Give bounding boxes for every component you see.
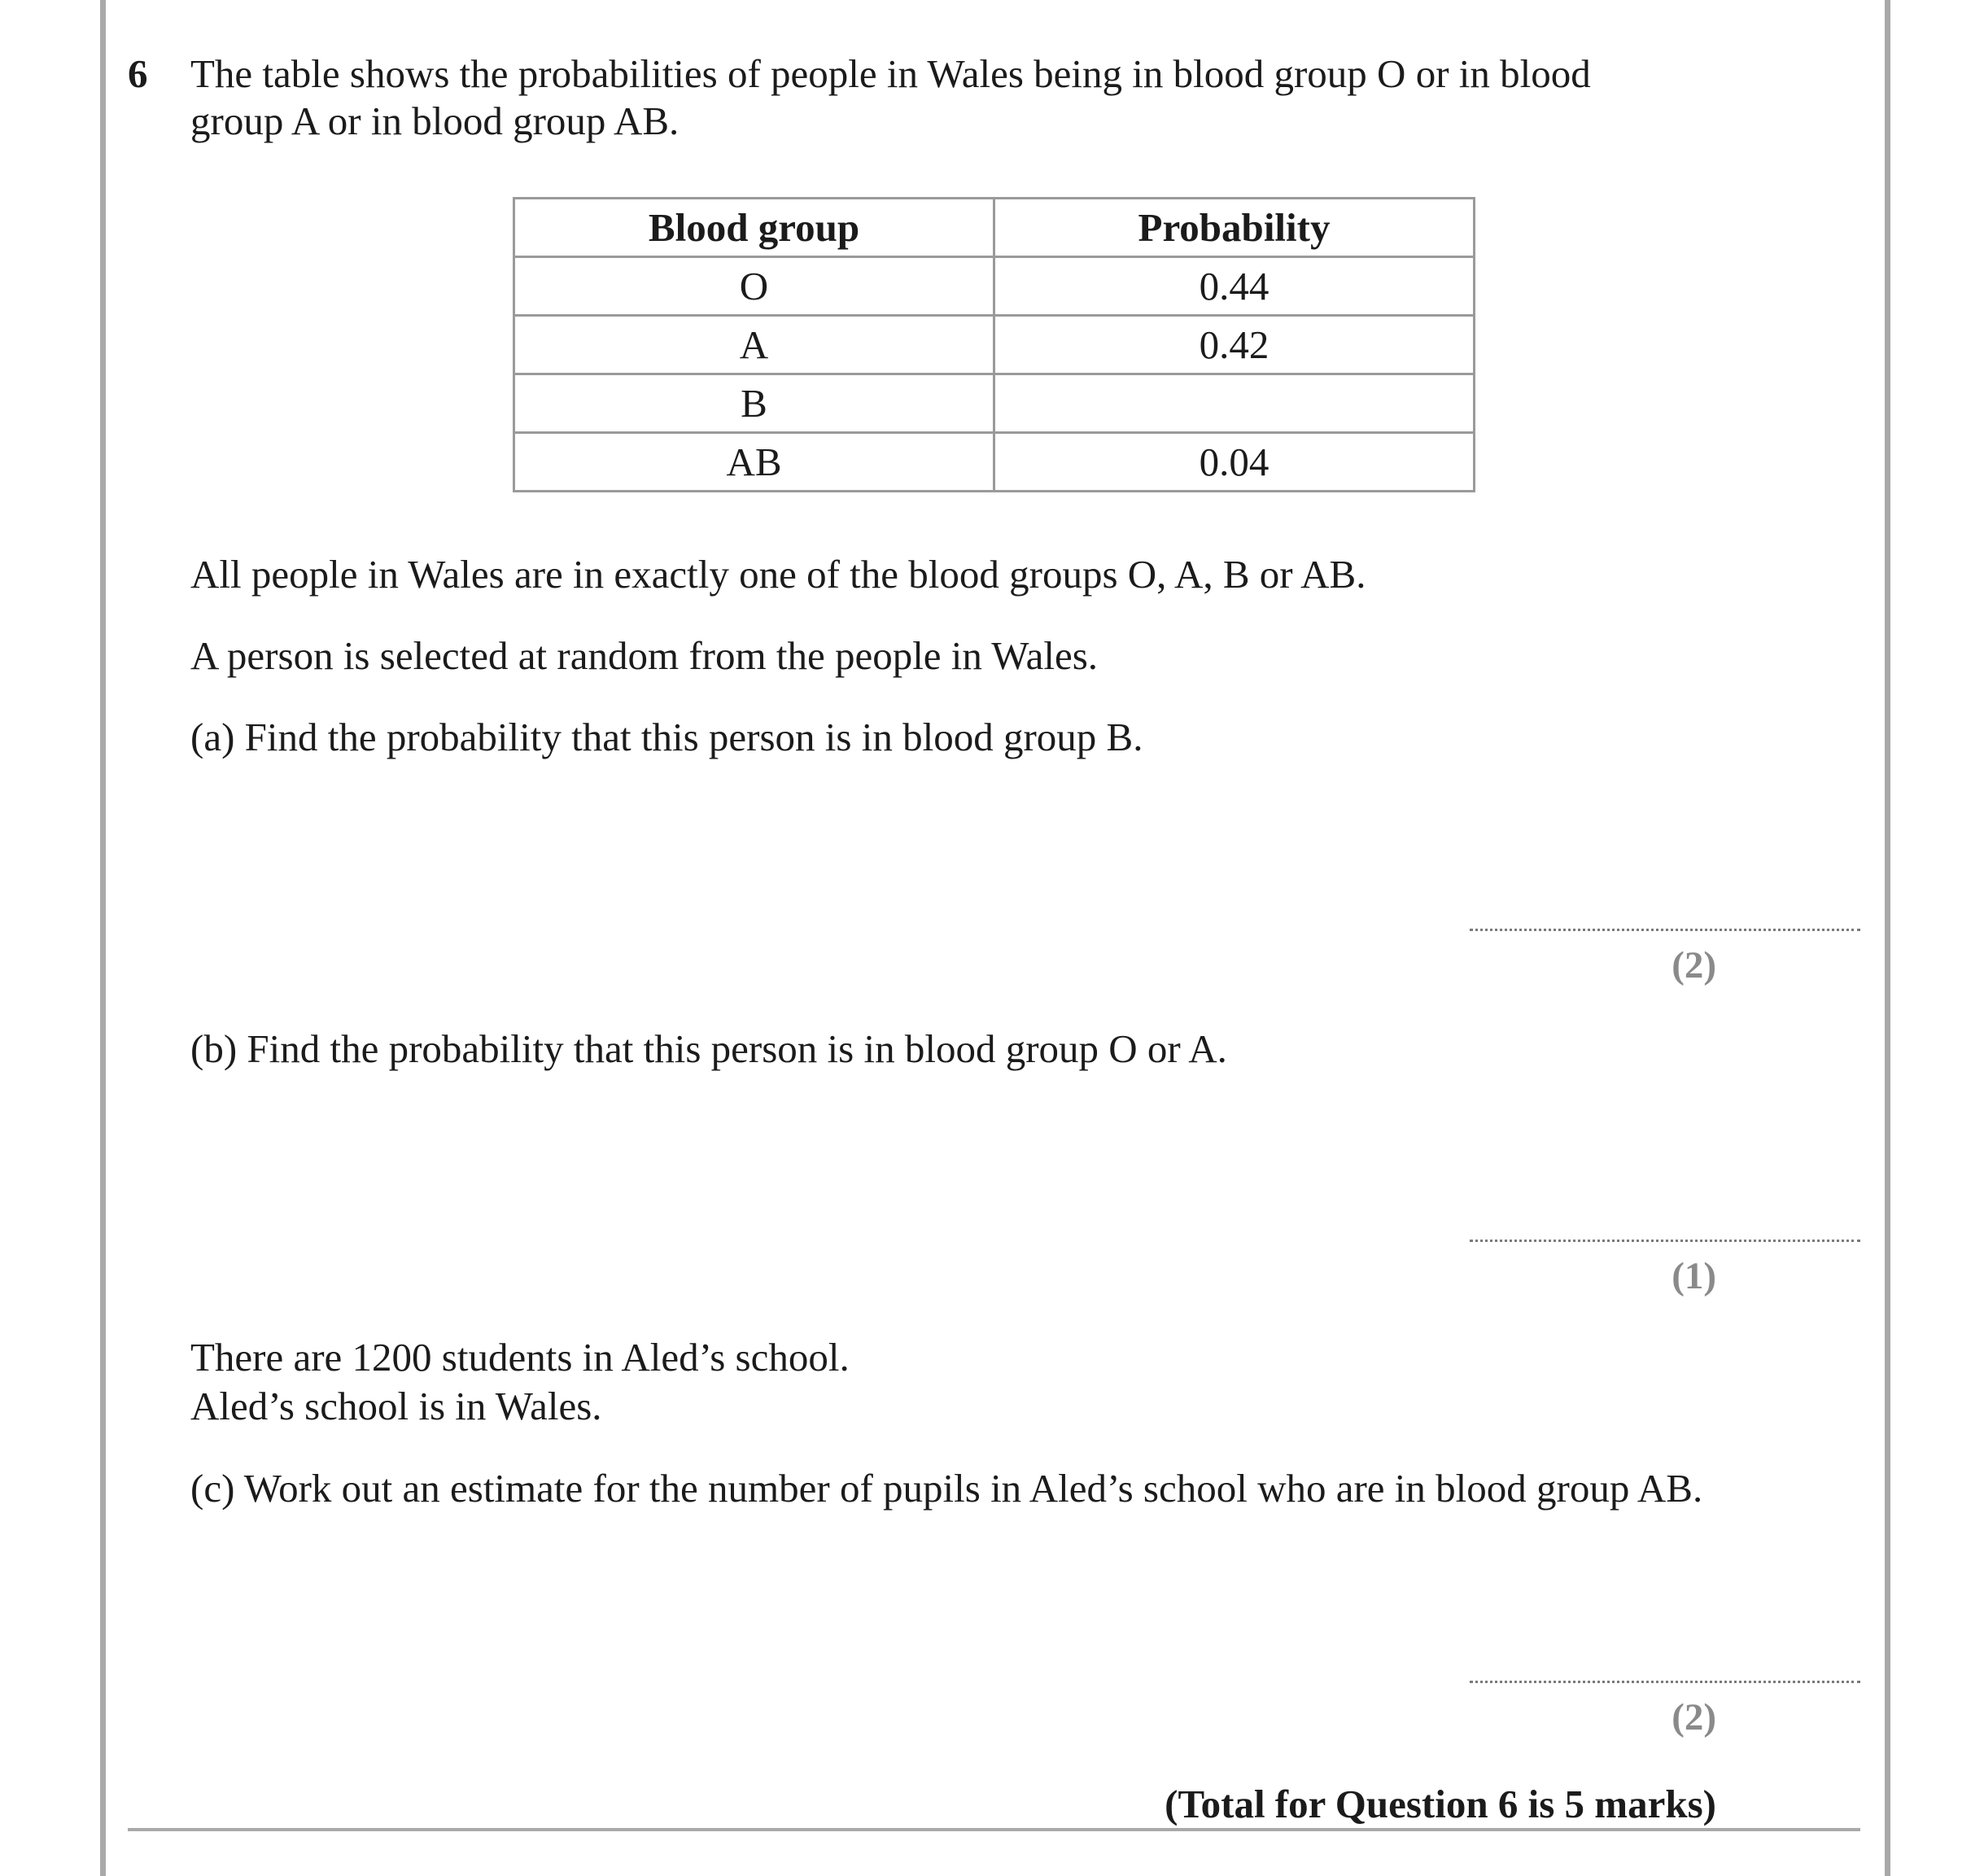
- table-row: [514, 257, 1475, 316]
- cell-probability: 0.42: [994, 316, 1475, 374]
- table-header-row: [514, 199, 1475, 257]
- statement-selected: A person is selected at random from the people in Wales.: [190, 633, 1099, 678]
- blood-group-table: [513, 197, 1475, 492]
- question-number: 6: [128, 51, 148, 96]
- table-row: [514, 433, 1475, 492]
- marks-a: (2): [1672, 944, 1716, 986]
- marks-b: (1): [1672, 1255, 1716, 1297]
- cell-group: B: [514, 374, 994, 433]
- cell-probability: 0.44: [994, 257, 1475, 316]
- part-a-question: (a) Find the probability that this person is in blood group B.: [190, 715, 1143, 759]
- question-intro: [190, 50, 1591, 145]
- answer-line-b[interactable]: [1470, 1240, 1860, 1242]
- cell-probability: 0.04: [994, 433, 1475, 492]
- table-row: [514, 374, 1475, 433]
- left-margin-line: [100, 0, 106, 1876]
- cell-group: A: [514, 316, 994, 374]
- marks-c: (2): [1672, 1696, 1716, 1738]
- intro-line-1: The table shows the probabilities of people in Wales being in blood group O or in blood: [190, 51, 1591, 96]
- header-blood-group: Blood group: [514, 199, 994, 257]
- header-probability: Probability: [994, 199, 1475, 257]
- answer-line-c[interactable]: [1470, 1681, 1860, 1683]
- cell-group: O: [514, 257, 994, 316]
- answer-line-a[interactable]: [1470, 929, 1860, 931]
- total-marks: (Total for Question 6 is 5 marks): [1165, 1782, 1716, 1826]
- part-c-question: (c) Work out an estimate for the number of pupils in Aled’s school who are in blood group AB.: [190, 1466, 1703, 1511]
- statement-students: There are 1200 students in Aled’s school.: [190, 1335, 850, 1380]
- statement-all-people: All people in Wales are in exactly one of the blood groups O, A, B or AB.: [190, 552, 1366, 597]
- part-b-question: (b) Find the probability that this person is in blood group O or A.: [190, 1026, 1227, 1071]
- cell-group: AB: [514, 433, 994, 492]
- statement-school-wales: Aled’s school is in Wales.: [190, 1384, 602, 1428]
- bottom-rule: [128, 1828, 1860, 1831]
- cell-probability-blank: [994, 374, 1475, 433]
- right-margin-line: [1885, 0, 1890, 1876]
- intro-line-2: group A or in blood group AB.: [190, 98, 680, 143]
- table-row: [514, 316, 1475, 374]
